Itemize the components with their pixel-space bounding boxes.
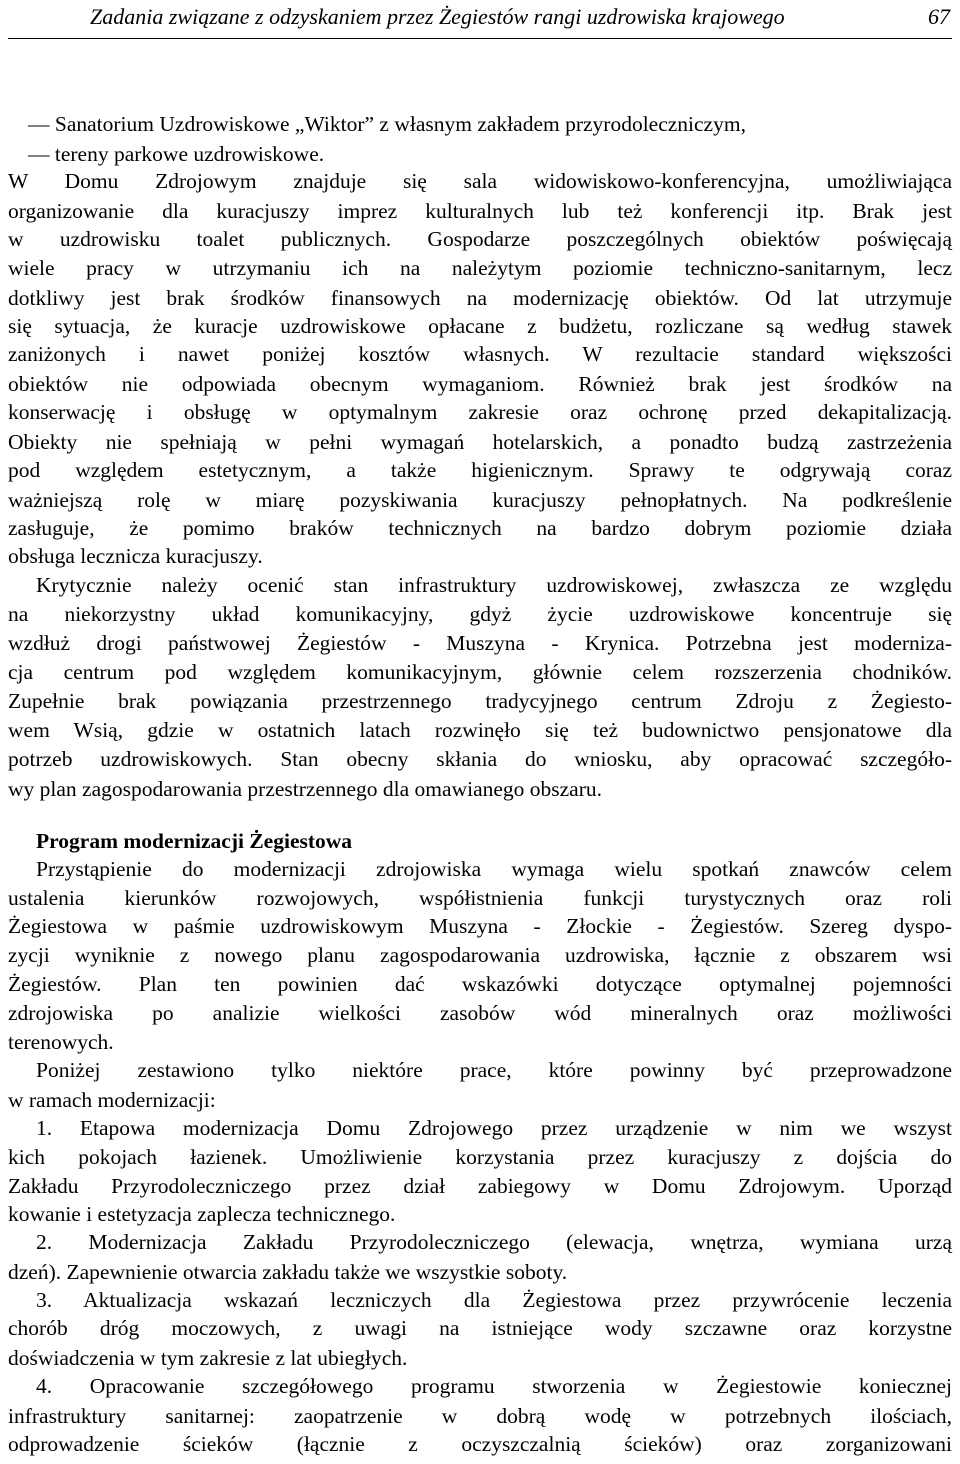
text-line: obsługa lecznicza kuracjuszy. [8, 544, 263, 568]
text-line: pod względem estetycznym, a także higienicznym. Sprawy te odgrywają coraz [8, 458, 952, 482]
text-line: ważniejszą rolę w miarę pozyskiwania kuracjuszy pełnopłatnych. Na podkreślenie [8, 488, 952, 512]
text-line: Zakładu Przyrodoleczniczego przez dział zabiegowy w Domu Zdrojowym. Uporząd [8, 1174, 952, 1198]
text-line: dotkliwy jest brak środków finansowych na modernizację obiektów. Od lat utrzymuje [8, 286, 952, 310]
text-line: w uzdrowisku toalet publicznych. Gospodarze poszczególnych obiektów poświęcają [8, 227, 952, 251]
header-title: Zadania związane z odzyskaniem przez Żegiestów rangi uzdrowiska krajowego [90, 4, 785, 29]
text-line: wem Wsią, gdzie w ostatnich latach rozwinęło się też budownictwo pensjonatowe dla [8, 718, 952, 742]
text-line: potrzeb uzdrowiskowych. Stan obecny skłania do wniosku, aby opracować szczegóło- [8, 747, 952, 771]
running-header [8, 2, 952, 39]
text-line: konserwację i obsługę w optymalnym zakresie oraz ochronę przed dekapitalizacją. [8, 400, 952, 424]
text-line: Poniżej zestawiono tylko niektóre prace, które powinny być przeprowadzone [36, 1058, 952, 1082]
text-line: w ramach modernizacji: [8, 1088, 216, 1112]
text-line: cja centrum pod względem komunikacyjnym, głównie celem rozszerzenia chodników. [8, 660, 952, 684]
text-line: — tereny parkowe uzdrowiskowe. [28, 142, 325, 166]
text-line: ustalenia kierunków rozwojowych, współistnienia funkcji turystycznych oraz roli [8, 886, 952, 910]
text-line: infrastruktury sanitarnej: zaopatrzenie w dobrą wodę w potrzebnych ilościach, [8, 1404, 952, 1428]
text-line: 3. Aktualizacja wskazań leczniczych dla Żegiestowa przez przywrócenie leczenia [36, 1288, 952, 1312]
text-line: wiele pracy w utrzymaniu ich na należytym poziomie techniczno-sanitarnym, lecz [8, 256, 952, 280]
text-line: Zupełnie brak powiązania przestrzennego tradycyjnego centrum Zdroju z Żegiesto- [8, 689, 952, 713]
text-line: dzeń). Zapewnienie otwarcia zakładu także we wszystkie soboty. [8, 1260, 568, 1284]
text-line: doświadczenia w tym zakresie z lat ubiegłych. [8, 1346, 408, 1370]
text-line: zasługuje, że pomimo braków technicznych na bardzo dobrym poziomie działa [8, 516, 952, 540]
text-line: kich pokojach łazienek. Umożliwienie korzystania przez kuracjuszy z dojścia do [8, 1145, 952, 1169]
text-line: Obiekty nie spełniają w pełni wymagań hotelarskich, a ponadto budzą zastrzeżenia [8, 430, 952, 454]
section-heading: Program modernizacji Żegiestowa [36, 829, 353, 853]
text-line: zaniżonych i nawet poniżej kosztów własnych. W rezultacie standard większości [8, 342, 952, 366]
text-line: wzdłuż drogi państwowej Żegiestów - Muszyna - Krynica. Potrzebna jest moderniza- [8, 631, 952, 655]
text-line: kowanie i estetyzacja zaplecza technicznego. [8, 1202, 396, 1226]
text-line: 2. Modernizacja Zakładu Przyrodoleczniczego (elewacja, wnętrza, wymiana urzą [36, 1230, 952, 1254]
text-line: — Sanatorium Uzdrowiskowe „Wiktor” z własnym zakładem przyrodoleczniczym, [28, 112, 746, 136]
text-line: wy plan zagospodarowania przestrzennego dla omawianego obszaru. [8, 777, 603, 801]
text-line: 1. Etapowa modernizacja Domu Zdrojowego przez urządzenie w nim we wszyst [36, 1116, 952, 1140]
text-line: W Domu Zdrojowym znajduje się sala widowiskowo-konferencyjna, umożliwiająca [8, 169, 952, 193]
text-line: organizowanie dla kuracjuszy imprez kulturalnych lub też konferencji itp. Brak jest [8, 199, 952, 223]
text-line: na niekorzystny układ komunikacyjny, gdyż życie uzdrowiskowe koncentruje się [8, 602, 952, 626]
text-line: terenowych. [8, 1030, 114, 1054]
text-line: odprowadzenie ścieków (łącznie z oczyszczalnią ścieków) oraz zorganizowani [8, 1432, 952, 1456]
text-line: Krytycznie należy ocenić stan infrastruktury uzdrowiskowej, zwłaszcza ze względu [36, 573, 952, 597]
text-line: się sytuacja, że kuracje uzdrowiskowe opłacane z budżetu, rozliczane są według stawek [8, 314, 952, 338]
text-line: zycji wyniknie z nowego planu zagospodarowania uzdrowiska, łącznie z obszarem wsi [8, 943, 952, 967]
page-number: 67 [928, 4, 950, 29]
text-line: Przystąpienie do modernizacji zdrojowiska wymaga wielu spotkań znawców celem [36, 857, 952, 881]
text-line: chorób dróg moczowych, z uwagi na istniejące wody szczawne oraz korzystne [8, 1316, 952, 1340]
text-line: 4. Opracowanie szczegółowego programu stworzenia w Żegiestowie koniecznej [36, 1374, 952, 1398]
text-line: zdrojowiska po analizie wielkości zasobów wód mineralnych oraz możliwości [8, 1001, 952, 1025]
text-line: obiektów nie odpowiada obecnym wymaganiom. Również brak jest środków na [8, 372, 952, 396]
text-line: Żegiestów. Plan ten powinien dać wskazówki dotyczące optymalnej pojemności [8, 972, 952, 996]
text-line: Żegiestowa w paśmie uzdrowiskowym Muszyna - Złockie - Żegiestów. Szereg dyspo- [8, 914, 952, 938]
